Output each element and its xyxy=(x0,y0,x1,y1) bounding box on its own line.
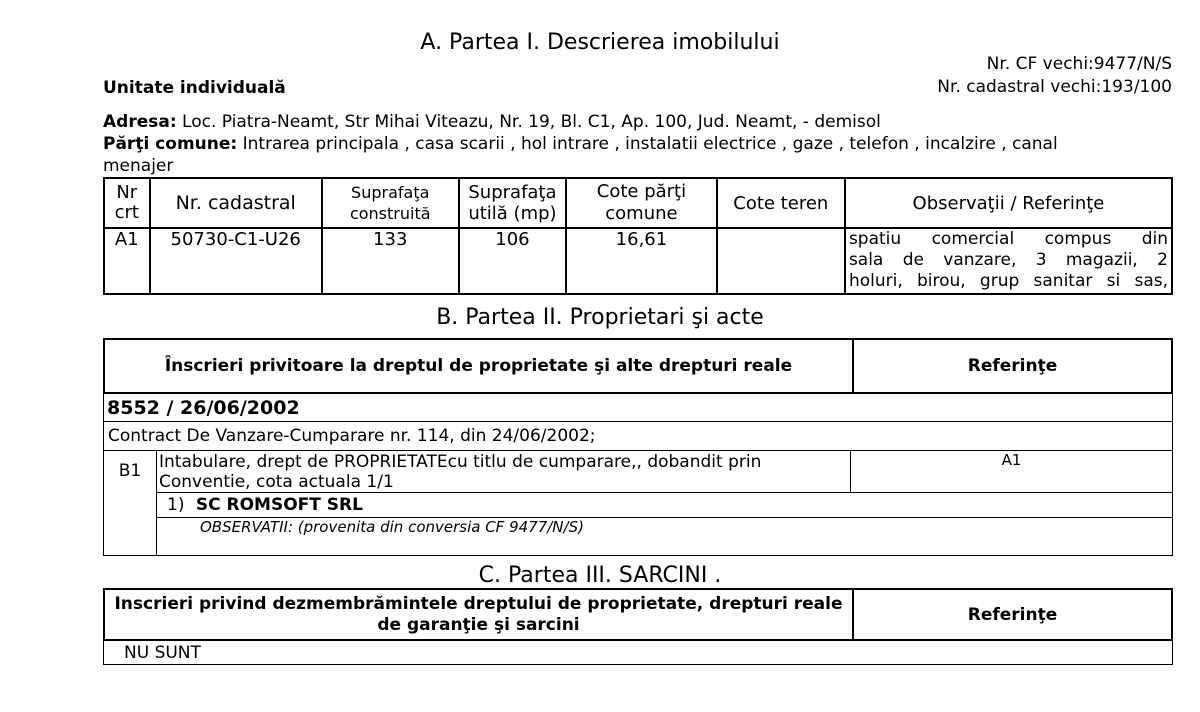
cell-cadastral: 50730-C1-U26 xyxy=(150,228,322,294)
col-cote-teren: Cote teren xyxy=(717,178,845,228)
b1-label: B1 xyxy=(104,451,157,556)
common-parts-line xyxy=(103,134,1173,154)
cell-cote: 16,61 xyxy=(566,228,716,294)
col-nr-cadastral: Nr. cadastral xyxy=(150,178,322,228)
owner-name: SC ROMSOFT SRL xyxy=(195,495,363,515)
col-cote-parti: Cote părţi comune xyxy=(566,178,716,228)
col-nr-crt: Nr crt xyxy=(104,178,150,228)
owner-number: 1) xyxy=(167,495,185,515)
b1-text: Intabulare, drept de PROPRIETATEcu titlu de cumparare,, dobandit prin Conventie, cota actuala 1/1 xyxy=(157,451,851,493)
common-parts-label: Părţi comune: xyxy=(103,134,238,154)
cell-observatii: spatiu comercial compus din sala de vanzare, 3 magazii, 2 holuri, birou, grup sanitar si sas, xyxy=(845,228,1172,294)
ownership-header-table xyxy=(103,338,1173,394)
ownership-ref-header: Referinţe xyxy=(853,339,1172,393)
address-label: Adresa: xyxy=(103,112,177,132)
unit-label: Unitate individuală xyxy=(103,78,286,98)
part-a-title: A. Partea I. Descrierea imobilului xyxy=(420,30,780,55)
part-b-title: B. Partea II. Proprietari şi acte xyxy=(436,305,764,330)
col-observatii: Observaţii / Referinţe xyxy=(845,178,1172,228)
owner-observatii: OBSERVATII: (provenita din conversia CF 9477/N/S) xyxy=(157,518,1173,556)
encumbrance-value: NU SUNT xyxy=(104,641,1173,665)
contract-text: Contract De Vanzare-Cumparare nr. 114, din 24/06/2002; xyxy=(104,422,1173,451)
common-parts-value: Intrarea principala , casa scarii , hol intrare , instalatii electrice , gaze , telefon , incalzire , canal xyxy=(242,134,1058,154)
table-row xyxy=(104,228,1172,294)
ownership-table xyxy=(103,393,1173,556)
encumbrance-header-table xyxy=(103,588,1173,641)
part-c-title: C. Partea III. SARCINI . xyxy=(478,563,722,588)
col-suprafata-construita: Suprafaţa construită xyxy=(322,178,459,228)
b1-ref: A1 xyxy=(851,451,1173,493)
cell-nr: A1 xyxy=(104,228,150,294)
cell-utila: 106 xyxy=(459,228,567,294)
cf-vechi: Nr. CF vechi:9477/N/S xyxy=(986,54,1172,74)
encumbrance-header: Inscrieri privind dezmembrămintele dreptului de proprietate, drepturi reale de garanţie şi sarcini xyxy=(104,589,853,640)
address-line xyxy=(103,112,881,132)
cell-construita: 133 xyxy=(322,228,459,294)
cell-teren xyxy=(717,228,845,294)
encumbrance-table xyxy=(103,640,1173,665)
entry-id: 8552 / 26/06/2002 xyxy=(104,394,1173,422)
ownership-header: Înscrieri privitoare la dreptul de proprietate şi alte drepturi reale xyxy=(104,339,853,393)
cadastral-vechi: Nr. cadastral vechi:193/100 xyxy=(937,77,1172,97)
property-table xyxy=(103,177,1173,295)
owner-row xyxy=(157,493,1173,518)
common-parts-value-cont: menajer xyxy=(103,156,174,176)
encumbrance-ref-header: Referinţe xyxy=(853,589,1172,640)
address-value: Loc. Piatra-Neamt, Str Mihai Viteazu, Nr. 19, Bl. C1, Ap. 100, Jud. Neamt, - demisol xyxy=(182,112,881,132)
col-suprafata-utila: Suprafaţa utilă (mp) xyxy=(459,178,567,228)
